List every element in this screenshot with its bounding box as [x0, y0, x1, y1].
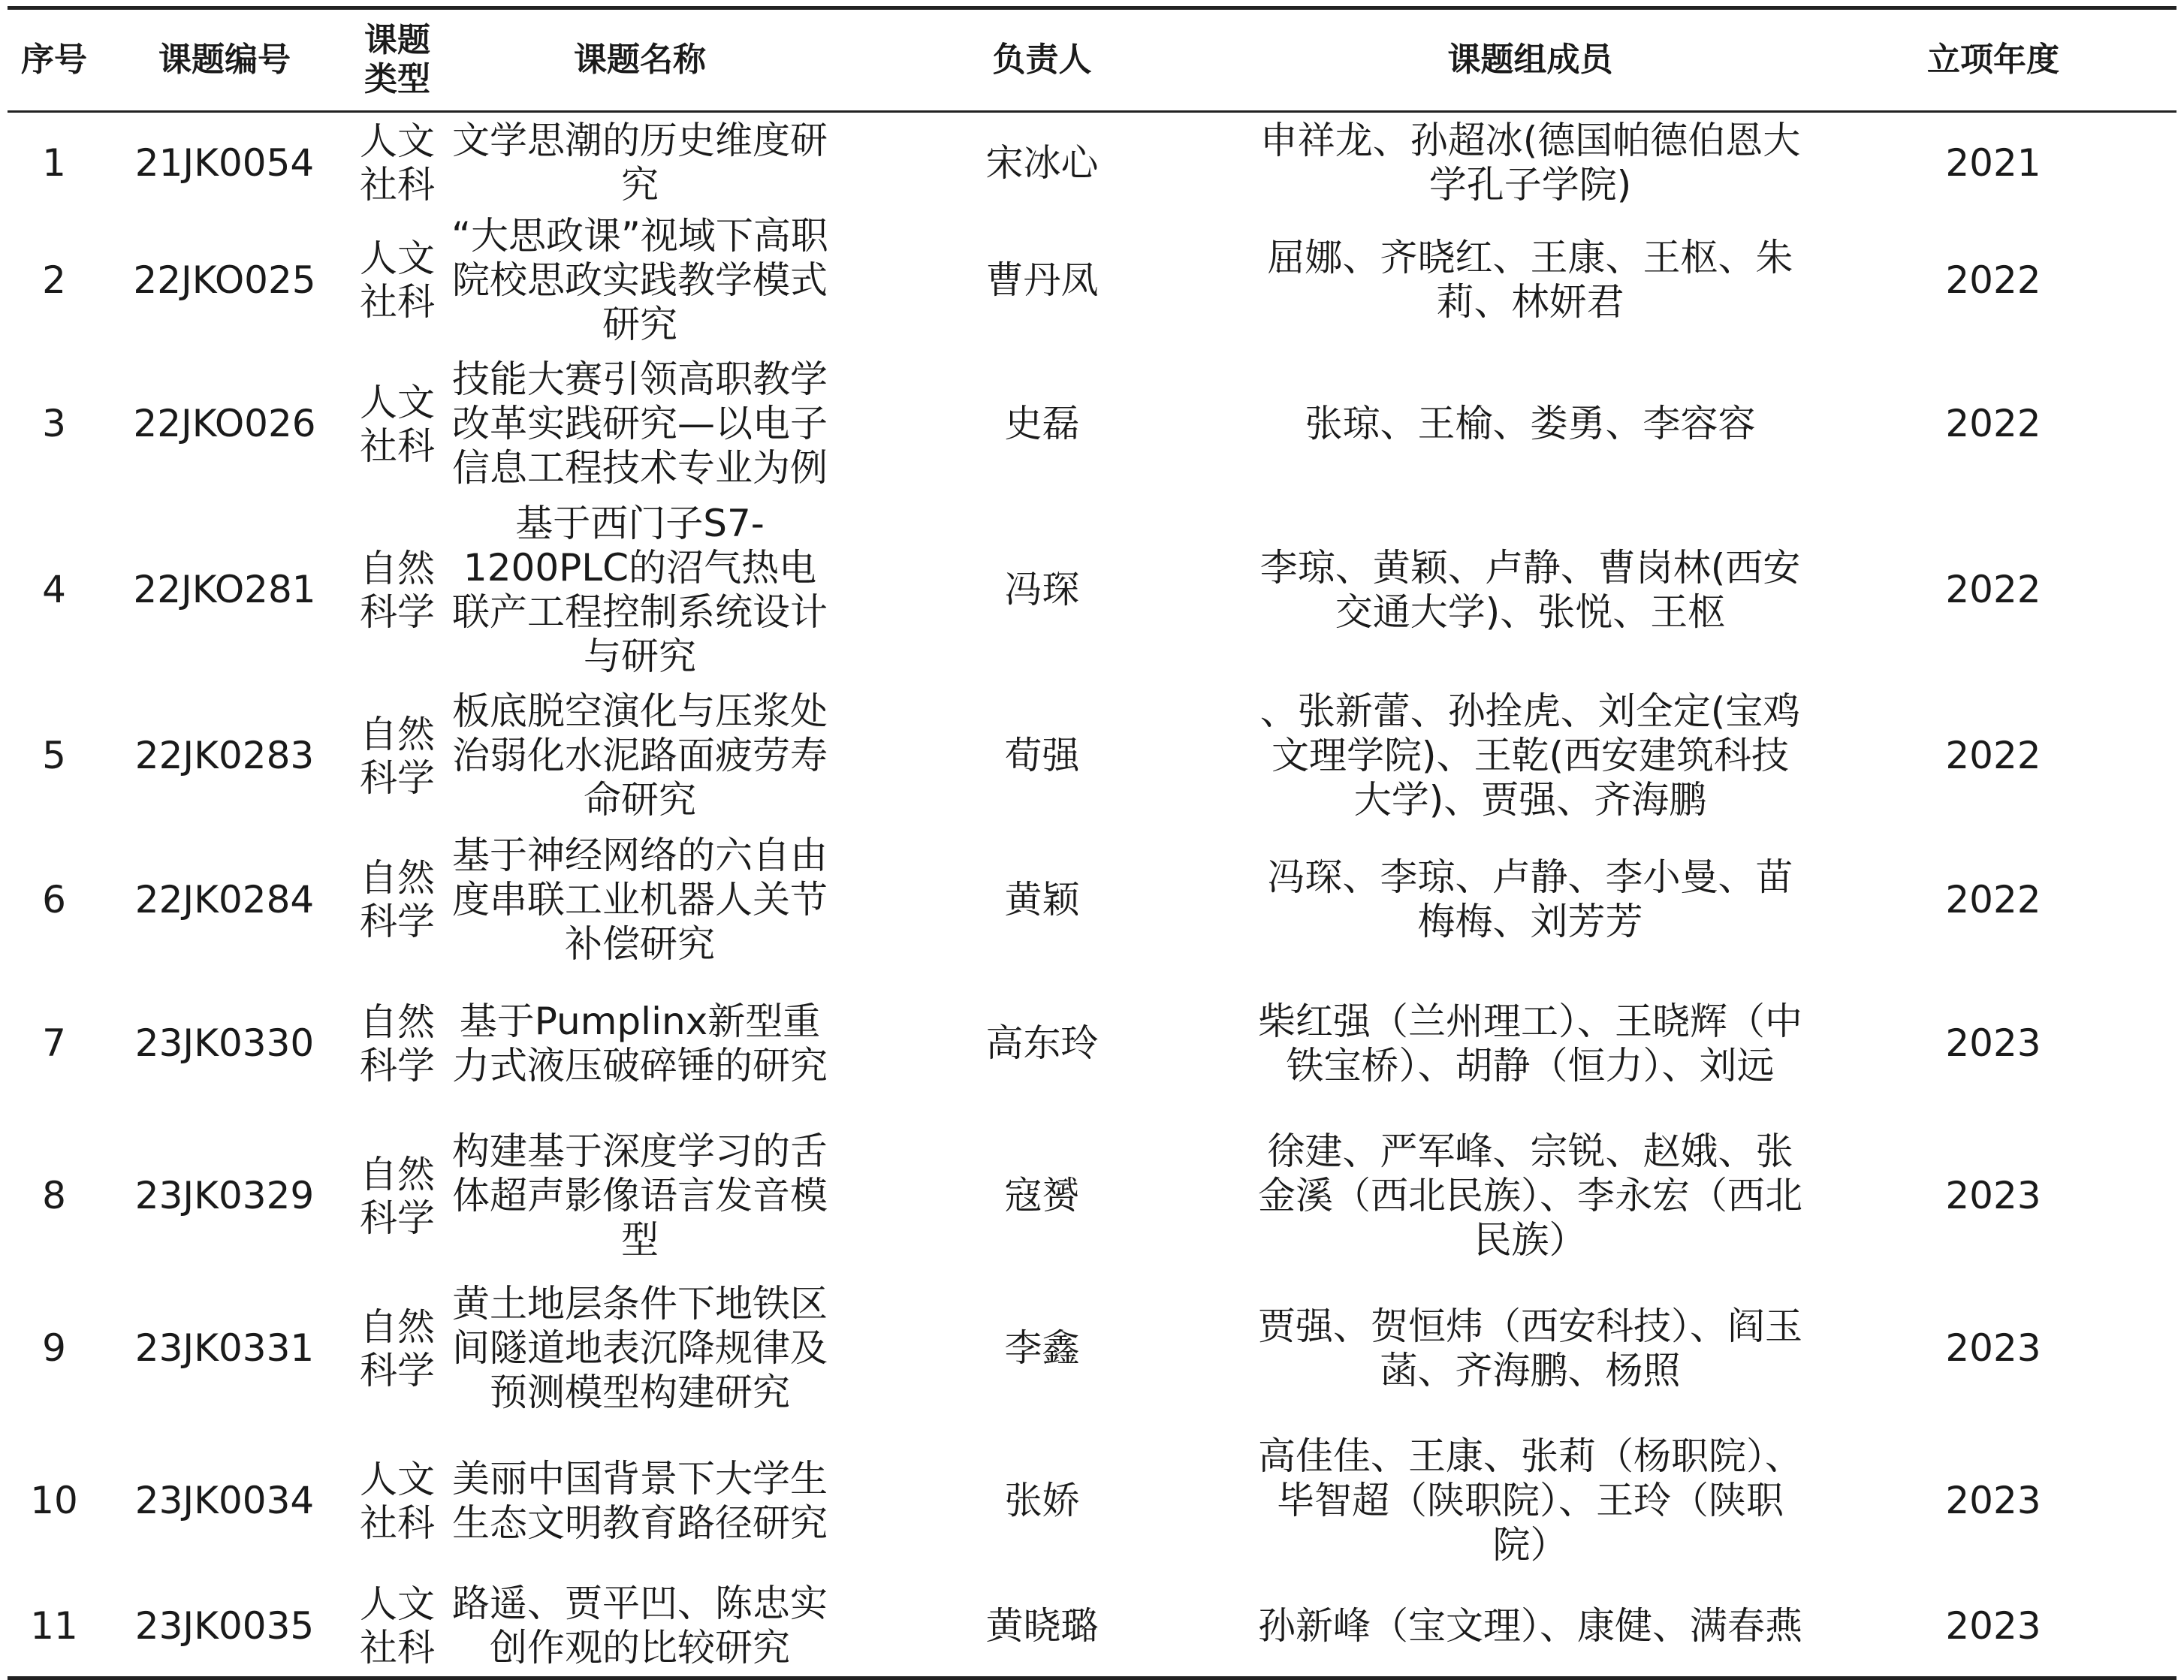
row-leader: 黄晓璐	[985, 1603, 1099, 1648]
row-type-line1: 自然	[360, 546, 435, 590]
row-title: 黄土地层条件下地铁区间隧道地表沉降规律及预测模型构建研究	[452, 1282, 828, 1414]
table-row	[8, 214, 2176, 347]
table-row	[8, 112, 2176, 214]
header-type	[348, 8, 446, 112]
row-type-line1: 人文	[360, 119, 435, 164]
row-no: 2	[42, 258, 66, 302]
row-code: 23JK0034	[134, 1479, 315, 1522]
row-no: 9	[42, 1326, 66, 1370]
row-code: 22JKO026	[133, 402, 316, 445]
row-year: 2023	[1945, 1174, 2041, 1217]
row-members: 冯琛、李琼、卢静、李小曼、苗梅梅、刘芳芳	[1267, 855, 1793, 943]
row-year: 2022	[1945, 568, 2041, 611]
header-code: 课题编号	[158, 41, 291, 80]
row-leader: 冯琛	[1004, 568, 1080, 611]
row-title: 基于西门子S7-1200PLC的沼气热电联产工程控制系统设计与研究	[452, 501, 828, 678]
row-no: 3	[42, 402, 66, 445]
row-code: 23JK0329	[134, 1174, 315, 1217]
row-type-line1: 自然	[360, 712, 435, 756]
row-type	[348, 347, 446, 502]
header-leader: 负责人	[992, 41, 1092, 80]
header-members: 课题组成员	[1447, 41, 1613, 80]
row-year: 2022	[1945, 402, 2041, 445]
row-members: 柴红强（兰州理工）、王晓辉（中铁宝桥）、胡静（恒力）、刘远	[1258, 999, 1802, 1087]
row-no: 4	[42, 568, 66, 611]
row-type-line1: 自然	[360, 856, 435, 900]
row-title: 基于Pumplinx新型重力式液压破碎锤的研究	[452, 999, 828, 1087]
row-type-line2: 科学	[360, 1348, 435, 1392]
row-type	[348, 834, 446, 967]
row-type	[348, 1121, 446, 1271]
row-title: 构建基于深度学习的舌体超声影像语言发音模型	[452, 1130, 828, 1262]
row-code: 23JK0035	[134, 1603, 315, 1648]
row-no: 8	[42, 1174, 66, 1217]
row-type	[348, 1271, 446, 1426]
row-members: 孙新峰（宝文理）、康健、满春燕	[1258, 1603, 1802, 1648]
row-type	[348, 679, 446, 834]
row-year: 2022	[1945, 734, 2041, 777]
project-table	[8, 6, 2176, 1680]
table-row	[8, 502, 2176, 679]
row-no: 1	[42, 140, 66, 185]
row-members: 高佳佳、王康、张莉（杨职院）、毕智超（陕职院）、王玲（陕职院）	[1258, 1434, 1802, 1567]
header-type-line1: 课题	[364, 21, 430, 60]
row-title: 美丽中国背景下大学生生态文明教育路径研究	[452, 1456, 828, 1545]
table-row	[8, 834, 2176, 967]
table-row	[8, 347, 2176, 502]
row-leader: 曹丹凤	[985, 258, 1099, 302]
row-year: 2022	[1945, 258, 2041, 302]
header-year: 立项年度	[1927, 41, 2059, 80]
row-leader: 李鑫	[1004, 1326, 1080, 1370]
row-type-line2: 社科	[360, 1626, 435, 1670]
row-members: 屈娜、齐晓红、王康、王枢、朱莉、林妍君	[1267, 236, 1793, 324]
row-leader: 寇赟	[1004, 1174, 1080, 1217]
row-type-line2: 社科	[360, 163, 435, 207]
row-type	[348, 214, 446, 347]
row-members: 申祥龙、孙超冰(德国帕德伯恩大学孔子学院)	[1259, 119, 1801, 207]
header-row	[8, 8, 2176, 112]
row-type-line1: 自然	[360, 1304, 435, 1349]
row-year: 2023	[1945, 1021, 2041, 1065]
table-row	[8, 679, 2176, 834]
table-row	[8, 1271, 2176, 1426]
row-title: 基于神经网络的六自由度串联工业机器人关节补偿研究	[452, 833, 828, 966]
row-no: 5	[42, 734, 66, 777]
row-type-line1: 人文	[360, 380, 435, 424]
row-code: 23JK0331	[134, 1326, 315, 1370]
row-title: “大思政课”视域下高职院校思政实践教学模式研究	[451, 213, 828, 346]
table-row	[8, 1576, 2176, 1678]
row-title: 板底脱空演化与压浆处治弱化水泥路面疲劳寿命研究	[452, 689, 828, 822]
row-year: 2023	[1945, 1479, 2041, 1522]
row-type-line2: 科学	[360, 900, 435, 943]
row-type-line1: 人文	[360, 237, 435, 280]
row-type	[348, 1576, 446, 1678]
row-leader: 荀强	[1004, 734, 1080, 777]
row-code: 22JK0283	[134, 734, 315, 777]
row-code: 22JKO025	[133, 258, 316, 302]
row-type-line1: 人文	[360, 1457, 435, 1501]
row-title: 文学思潮的历史维度研究	[452, 119, 828, 207]
row-no: 6	[42, 877, 66, 921]
row-type-line1: 人文	[360, 1582, 435, 1627]
row-leader: 黄颖	[1004, 877, 1080, 921]
row-type-line2: 科学	[360, 590, 435, 634]
header-type-line2: 类型	[364, 60, 430, 98]
row-no: 10	[30, 1479, 78, 1522]
row-year: 2022	[1945, 877, 2041, 921]
row-type	[348, 1426, 446, 1576]
row-code: 21JK0054	[134, 140, 315, 185]
row-type-line2: 社科	[360, 1501, 435, 1545]
row-type	[348, 967, 446, 1121]
row-members: 、张新蕾、孙拴虎、刘全定(宝鸡文理学院)、王乾(西安建筑科技大学)、贾强、齐海鹏	[1259, 689, 1801, 822]
row-members: 贾强、贺恒炜（西安科技）、阎玉菡、齐海鹏、杨照	[1258, 1304, 1802, 1392]
header-title: 课题名称	[574, 41, 706, 80]
table-row	[8, 1426, 2176, 1576]
row-leader: 高东玲	[985, 1021, 1099, 1065]
row-type-line2: 科学	[360, 1043, 435, 1087]
header-no: 序号	[21, 41, 87, 80]
row-members: 徐建、严军峰、宗锐、赵娥、张金溪（西北民族）、李永宏（西北民族）	[1258, 1130, 1802, 1262]
row-members: 李琼、黄颖、卢静、曹岗林(西安交通大学)、张悦、王枢	[1259, 545, 1801, 634]
row-title: 技能大赛引领高职教学改革实践研究—以电子信息工程技术专业为例	[452, 357, 828, 490]
row-type-line2: 科学	[360, 1196, 435, 1240]
row-no: 11	[30, 1603, 78, 1648]
row-title: 路遥、贾平凹、陈忠实创作观的比较研究	[452, 1582, 828, 1670]
row-type-line1: 自然	[360, 1152, 435, 1196]
row-leader: 史磊	[1004, 402, 1080, 445]
row-code: 22JKO281	[133, 568, 316, 611]
row-leader: 宋冰心	[985, 140, 1099, 185]
row-no: 7	[42, 1021, 66, 1065]
table-row	[8, 967, 2176, 1121]
row-code: 22JK0284	[134, 877, 315, 921]
row-type-line2: 社科	[360, 424, 435, 468]
row-leader: 张娇	[1004, 1479, 1080, 1522]
row-type	[348, 502, 446, 679]
table-row	[8, 1121, 2176, 1271]
row-type-line2: 社科	[360, 280, 435, 324]
table-header	[8, 8, 2176, 112]
row-year: 2023	[1945, 1326, 2041, 1370]
row-type	[348, 112, 446, 214]
row-code: 23JK0330	[134, 1021, 315, 1065]
row-year: 2021	[1945, 140, 2041, 185]
row-type-line1: 自然	[360, 1000, 435, 1044]
row-year: 2023	[1945, 1603, 2041, 1648]
row-type-line2: 科学	[360, 756, 435, 800]
table-body	[8, 112, 2176, 1678]
project-table-sheet	[8, 6, 2176, 1680]
row-members: 张琼、王榆、娄勇、李容容	[1305, 402, 1756, 445]
